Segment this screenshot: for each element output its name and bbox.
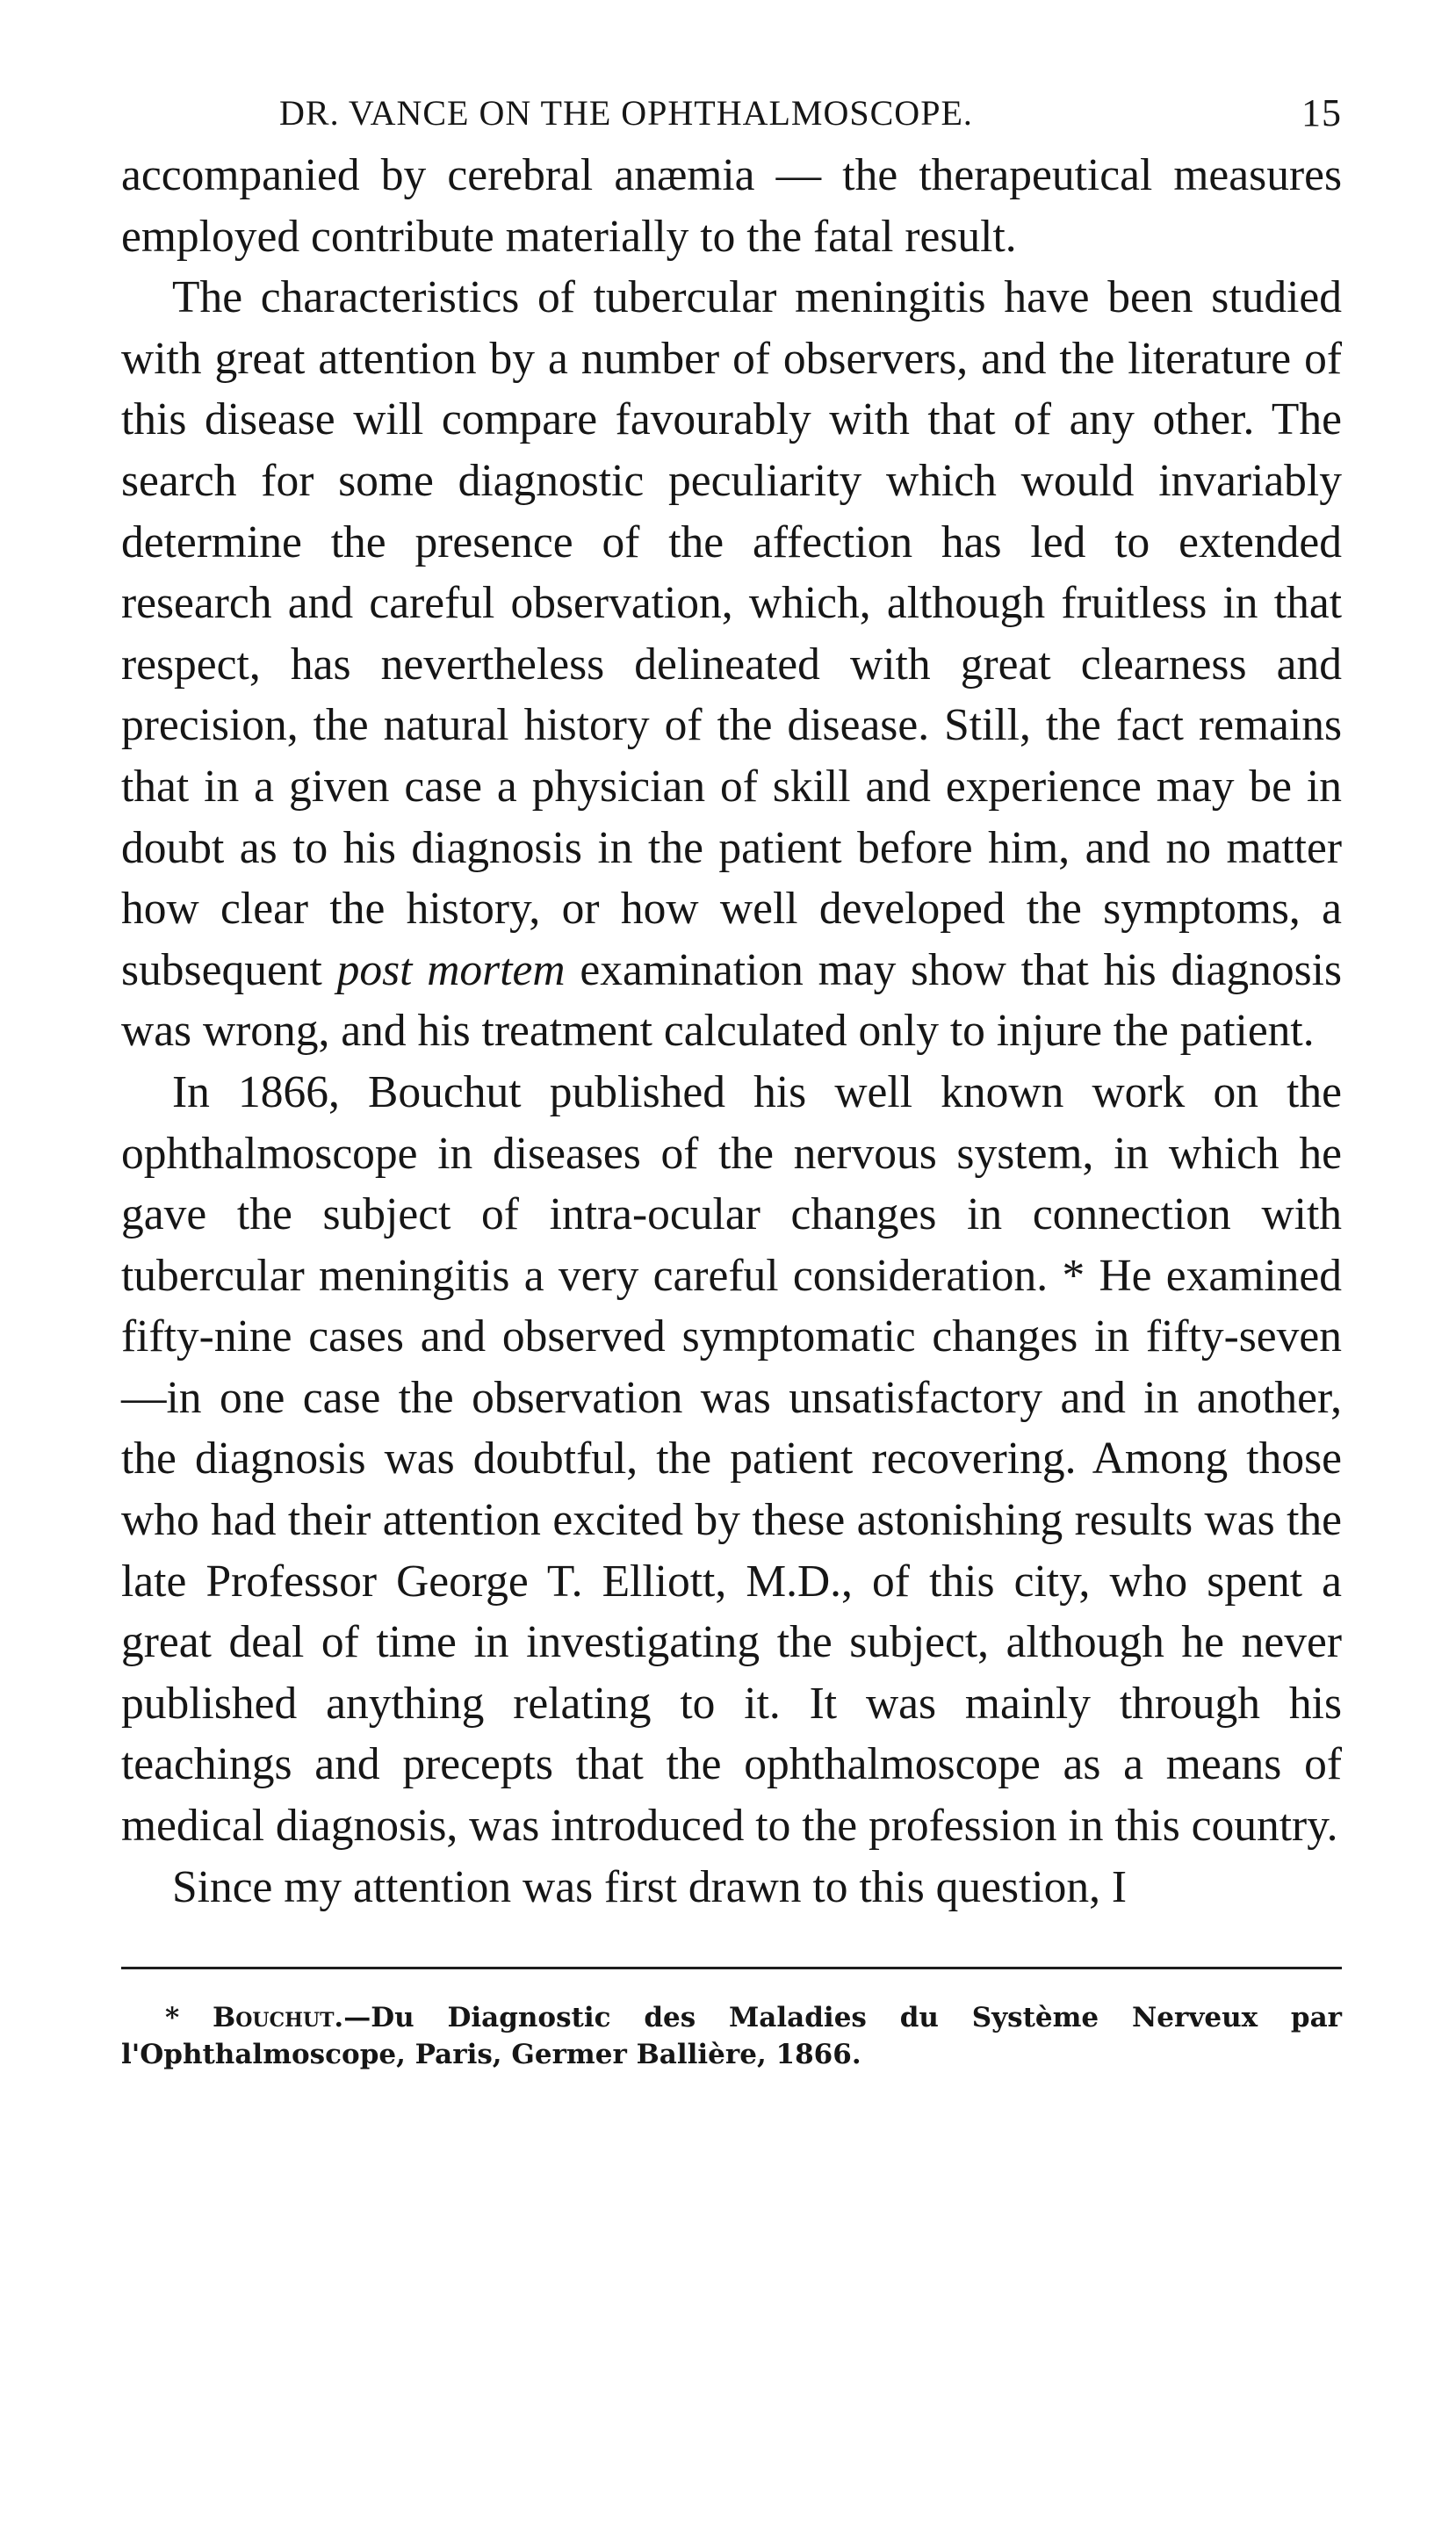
footnote-author: Bouchut. <box>213 2002 344 2034</box>
book-page <box>121 83 1342 2073</box>
paragraph-2 <box>121 267 1342 1062</box>
body-text <box>121 145 1342 1918</box>
running-title: DR. VANCE ON THE OPHTHALMOSCOPE. <box>279 93 973 133</box>
paragraph-3-text: In 1866, Bouchut published his well known work on the ophthalmoscope in diseases of the nervous system, in which he gave the subject of intra-ocular changes in connection with tubercular meningitis a very careful consideration. * He examined fifty-nine cases and observed symptomatic changes in fifty-seven—in one case the observation was unsatisfactory and in another, the diagnosis was doubtful, the patient recovering. Among those who had their attention excited by these astonishing results was the late Professor George T. Elliott, M.D., of this city, who spent a great deal of time in investigating the subject, although he never published anything relating to it. It was mainly through his teachings and precepts that the ophthalmoscope as a means of medical diagnosis, was introduced to the profession in this country. <box>121 1066 1342 1852</box>
running-head <box>121 83 1342 145</box>
footnote-divider <box>121 1967 1342 1969</box>
paragraph-4-text: Since my attention was first drawn to this question, I <box>172 1861 1128 1912</box>
paragraph-1-text: accompanied by cerebral anæmia — the therapeutical measures employed contribute materially to the fatal result. <box>121 150 1342 262</box>
footnote-text: —Du Diagnostic des Maladies du Système Nerveux par l'Ophthalmoscope, Paris, Germer Ballière, 1866. <box>121 2002 1342 2071</box>
footnote-marker: * <box>165 2002 180 2034</box>
paragraph-2-continuation: examination may show that his diagnosis was wrong, and his treatment calculated only to injure the patient. <box>121 944 1343 1057</box>
paragraph-1 <box>121 145 1342 267</box>
paragraph-2-text: The characteristics of tubercular meningitis have been studied with great attention by a number of observers, and the literature of this disease will compare favourably with that of any other. The search for some diagnostic peculiarity which would invariably determine the presence of the affection has led to extended research and careful observation, which, although fruitless in that respect, has nevertheless delineated with great clearness and precision, the natural history of the disease. Still, the fact remains that in a given case a physician of skill and experience may be in doubt as to his diagnosis in the patient before him, and no matter how clear the history, or how well developed the symptoms, a subsequent <box>121 272 1342 995</box>
paragraph-4 <box>121 1857 1342 1918</box>
footnote <box>121 1999 1342 2073</box>
italic-phrase: post mortem <box>336 944 566 995</box>
paragraph-3 <box>121 1062 1342 1857</box>
page-number: 15 <box>1301 91 1342 134</box>
